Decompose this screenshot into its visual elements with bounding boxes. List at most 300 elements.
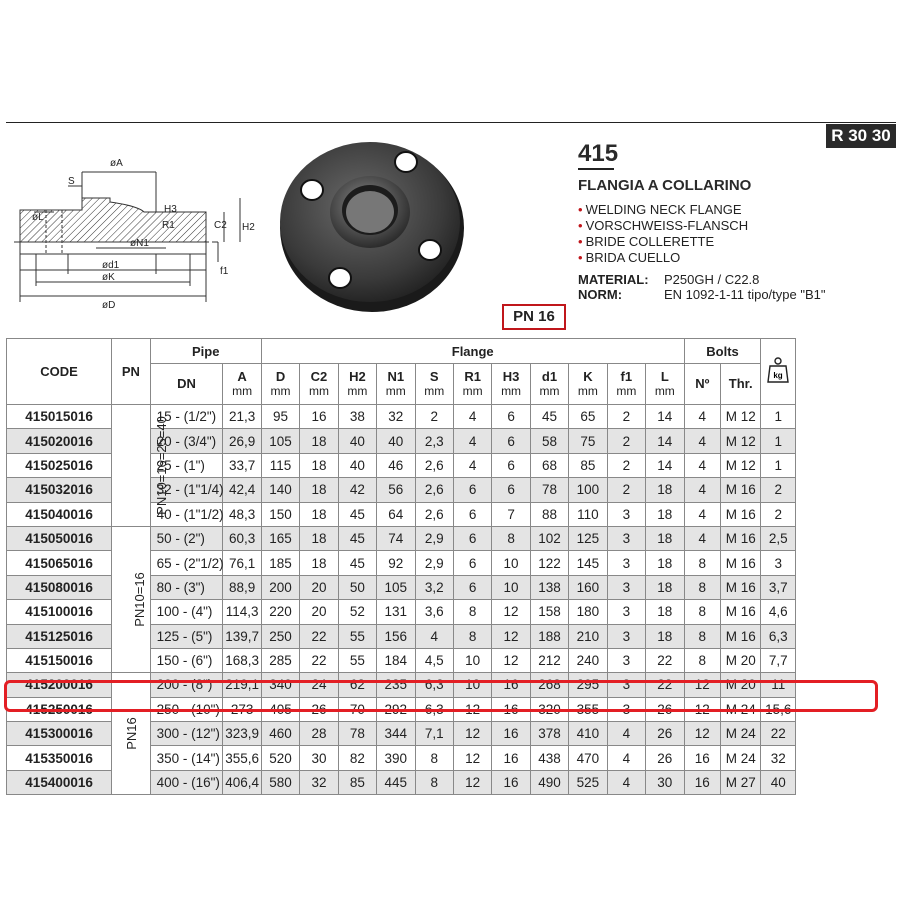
value-cell: 4 [607, 770, 645, 794]
value-cell: 14 [646, 453, 685, 477]
value-cell: 50 [338, 575, 376, 599]
norm-label: NORM: [578, 287, 623, 302]
value-cell: 4 [415, 624, 453, 648]
value-cell: 12 [684, 673, 720, 697]
value-cell: 18 [646, 575, 685, 599]
column-header [684, 364, 720, 405]
value-cell: 250 [261, 624, 299, 648]
value-cell: 18 [646, 600, 685, 624]
value-cell: 3 [607, 551, 645, 575]
column-label: H2 [349, 369, 366, 384]
value-cell: 58 [530, 429, 568, 453]
value-cell: 12 [453, 770, 491, 794]
value-cell: 22 [646, 648, 685, 672]
product-code-cell: 415250016 [7, 697, 112, 721]
value-cell: 6 [453, 526, 491, 550]
product-code-cell: 415025016 [7, 453, 112, 477]
value-cell: 240 [569, 648, 607, 672]
diagram-label-f1: f1 [220, 266, 229, 277]
column-label: N1 [387, 369, 405, 384]
value-cell: 26 [646, 746, 685, 770]
value-cell: 22 [646, 673, 685, 697]
value-cell: 78 [530, 478, 568, 502]
value-cell: 4 [453, 453, 491, 477]
dn-cell: 15 - (1/2") [150, 405, 223, 429]
value-cell: 2 [607, 405, 645, 429]
flange-cross-section-diagram [6, 150, 270, 320]
value-cell: 355 [569, 697, 607, 721]
value-cell: 18 [300, 526, 338, 550]
value-cell: 32 [377, 405, 415, 429]
value-cell: 3 [607, 526, 645, 550]
pn-group-cell [112, 405, 170, 527]
value-cell: 3 [607, 502, 645, 526]
value-cell: 8 [415, 746, 453, 770]
value-cell: 8 [684, 575, 720, 599]
column-header [453, 364, 491, 405]
value-cell: 4,6 [761, 600, 796, 624]
value-cell: 2,5 [761, 526, 796, 550]
value-cell: 145 [569, 551, 607, 575]
product-code-cell: 415050016 [7, 526, 112, 550]
value-cell: 2 [761, 502, 796, 526]
value-cell: 580 [261, 770, 299, 794]
value-cell: 45 [338, 502, 376, 526]
value-cell: 12 [684, 697, 720, 721]
column-header [150, 364, 223, 405]
value-cell: 1 [761, 405, 796, 429]
value-cell: 18 [646, 526, 685, 550]
value-cell: 6 [453, 551, 491, 575]
value-cell: 520 [261, 746, 299, 770]
value-cell: 8 [415, 770, 453, 794]
column-unit: mm [501, 384, 522, 398]
value-cell: 100 [569, 478, 607, 502]
value-cell: 131 [377, 600, 415, 624]
pn-group-cell [112, 673, 150, 795]
product-code-cell: 415032016 [7, 478, 112, 502]
column-label: Nº [695, 376, 710, 391]
column-header [646, 364, 685, 405]
value-cell: 22 [300, 624, 338, 648]
value-cell: 355,6 [223, 746, 261, 770]
value-cell: 45 [338, 551, 376, 575]
value-cell: 268 [530, 673, 568, 697]
value-cell: 18 [646, 478, 685, 502]
dn-cell: 80 - (3") [150, 575, 223, 599]
value-cell: 56 [377, 478, 415, 502]
value-cell: 68 [530, 453, 568, 477]
value-cell: 30 [646, 770, 685, 794]
column-label: L [660, 369, 669, 384]
value-cell: 105 [261, 429, 299, 453]
column-unit: mm [347, 384, 368, 398]
value-cell: 12 [453, 746, 491, 770]
column-header [492, 364, 530, 405]
value-cell: 74 [377, 526, 415, 550]
value-cell: 140 [261, 478, 299, 502]
value-cell: 12 [684, 722, 720, 746]
value-cell: 110 [569, 502, 607, 526]
value-cell: 3 [761, 551, 796, 575]
header-pipe: Pipe [150, 339, 261, 364]
value-cell: 55 [338, 648, 376, 672]
dn-cell: 350 - (14") [150, 746, 223, 770]
value-cell: 40 [761, 770, 796, 794]
product-code-cell: 415100016 [7, 600, 112, 624]
value-cell: 6 [453, 478, 491, 502]
value-cell: 18 [646, 502, 685, 526]
column-header [530, 364, 568, 405]
dn-cell: 32 - (1"1/4) [150, 478, 223, 502]
value-cell: 139,7 [223, 624, 261, 648]
product-number: 415 [578, 140, 619, 167]
diagram-label-d1: ød1 [102, 260, 120, 271]
value-cell: 6,3 [415, 673, 453, 697]
value-cell: 8 [453, 624, 491, 648]
value-cell: 160 [569, 575, 607, 599]
column-unit: mm [577, 384, 598, 398]
value-cell: 406,4 [223, 770, 261, 794]
value-cell: 16 [492, 770, 530, 794]
value-cell: 102 [530, 526, 568, 550]
column-label: K [583, 369, 593, 384]
value-cell: 292 [377, 697, 415, 721]
value-cell: 219,1 [223, 673, 261, 697]
product-code-cell: 415400016 [7, 770, 112, 794]
dn-cell: 40 - (1"1/2) [150, 502, 223, 526]
value-cell: 24 [300, 673, 338, 697]
column-label: DN [177, 376, 196, 391]
value-cell: 26 [646, 697, 685, 721]
value-cell: 52 [338, 600, 376, 624]
value-cell: 18 [300, 478, 338, 502]
norm-value: EN 1092-1-11 tipo/type "B1" [664, 287, 826, 302]
product-code-cell: 415200016 [7, 673, 112, 697]
dn-cell: 65 - (2"1/2) [150, 551, 223, 575]
value-cell: 4 [684, 526, 720, 550]
value-cell: 390 [377, 746, 415, 770]
column-label: C2 [310, 369, 328, 384]
column-header [607, 364, 645, 405]
value-cell: 3,2 [415, 575, 453, 599]
diagram-label-k: øK [102, 272, 115, 283]
value-cell: 3,7 [761, 575, 796, 599]
value-cell: 6 [492, 478, 530, 502]
column-header [300, 364, 338, 405]
pn-group-cell [112, 526, 150, 672]
value-cell: 8 [492, 526, 530, 550]
value-cell: 4 [684, 502, 720, 526]
value-cell: 200 [261, 575, 299, 599]
column-unit: mm [308, 384, 329, 398]
weight-icon-text: kg [773, 371, 783, 380]
value-cell: 2 [607, 453, 645, 477]
value-cell: 470 [569, 746, 607, 770]
column-header [338, 364, 376, 405]
value-cell: 150 [261, 502, 299, 526]
table-row [7, 405, 796, 429]
value-cell: 65 [569, 405, 607, 429]
value-cell: 210 [569, 624, 607, 648]
header-bolts: Bolts [684, 339, 761, 364]
value-cell: 12 [453, 722, 491, 746]
value-cell: 2,6 [415, 453, 453, 477]
value-cell: 405 [261, 697, 299, 721]
column-unit: mm [270, 384, 291, 398]
value-cell: 2,3 [415, 429, 453, 453]
diagram-label-d: øD [102, 300, 116, 311]
value-cell: 76,1 [223, 551, 261, 575]
value-cell: 21,3 [223, 405, 261, 429]
value-cell: 410 [569, 722, 607, 746]
value-cell: 32 [300, 770, 338, 794]
column-header [720, 364, 760, 405]
value-cell: 16 [492, 722, 530, 746]
value-cell: 8 [684, 600, 720, 624]
diagram-label-c2: C2 [214, 220, 227, 231]
value-cell: 14 [646, 405, 685, 429]
value-cell: 490 [530, 770, 568, 794]
value-cell: 158 [530, 600, 568, 624]
column-label: S [429, 369, 439, 384]
value-cell: 2 [607, 478, 645, 502]
value-cell: 6,3 [415, 697, 453, 721]
value-cell: 6 [453, 502, 491, 526]
product-code-cell: 415150016 [7, 648, 112, 672]
value-cell: 45 [530, 405, 568, 429]
value-cell: 180 [569, 600, 607, 624]
product-code-cell: 415040016 [7, 502, 112, 526]
value-cell: M 24 [720, 722, 760, 746]
value-cell: 168,3 [223, 648, 261, 672]
catalog-code-badge: R 30 30 [826, 124, 896, 148]
value-cell: 2 [607, 429, 645, 453]
value-cell: 16 [492, 673, 530, 697]
material-label: MATERIAL: [578, 272, 649, 287]
value-cell: 8 [684, 648, 720, 672]
product-code-cell: 415125016 [7, 624, 112, 648]
column-unit: mm [654, 384, 675, 398]
value-cell: 460 [261, 722, 299, 746]
value-cell: 184 [377, 648, 415, 672]
value-cell: 14 [646, 429, 685, 453]
value-cell: 12 [492, 624, 530, 648]
value-cell: 46 [377, 453, 415, 477]
value-cell: 2,6 [415, 478, 453, 502]
dn-cell: 20 - (3/4") [150, 429, 223, 453]
column-header [223, 364, 261, 405]
value-cell: 10 [453, 673, 491, 697]
column-header [415, 364, 453, 405]
product-specs [578, 272, 825, 302]
value-cell: 165 [261, 526, 299, 550]
column-label: H3 [502, 369, 520, 384]
value-cell: 16 [684, 746, 720, 770]
value-cell: 115 [261, 453, 299, 477]
dn-cell: 250 - (10") [150, 697, 223, 721]
column-header [261, 364, 299, 405]
value-cell: 55 [338, 624, 376, 648]
column-header [377, 364, 415, 405]
value-cell: M 24 [720, 697, 760, 721]
value-cell: 12 [492, 648, 530, 672]
value-cell: 125 [569, 526, 607, 550]
value-cell: 11 [761, 673, 796, 697]
value-cell: 7,7 [761, 648, 796, 672]
value-cell: 26,9 [223, 429, 261, 453]
pn-group-label: PN16 [123, 717, 139, 751]
value-cell: 75 [569, 429, 607, 453]
value-cell: M 24 [720, 746, 760, 770]
value-cell: M 12 [720, 429, 760, 453]
value-cell: 4 [684, 453, 720, 477]
value-cell: 3 [607, 697, 645, 721]
product-code-cell: 415080016 [7, 575, 112, 599]
value-cell: 16 [300, 405, 338, 429]
product-code-cell: 415015016 [7, 405, 112, 429]
dn-cell: 150 - (6") [150, 648, 223, 672]
value-cell: 78 [338, 722, 376, 746]
value-cell: M 16 [720, 600, 760, 624]
product-code-cell: 415065016 [7, 551, 112, 575]
header-pn: PN [112, 339, 150, 405]
value-cell: 235 [377, 673, 415, 697]
dn-cell: 100 - (4") [150, 600, 223, 624]
value-cell: 70 [338, 697, 376, 721]
value-cell: 6,3 [761, 624, 796, 648]
value-cell: 2,6 [415, 502, 453, 526]
diagram-label-s: S [68, 176, 75, 187]
value-cell: M 16 [720, 624, 760, 648]
value-cell: 12 [453, 697, 491, 721]
value-cell: 18 [646, 551, 685, 575]
value-cell: 60,3 [223, 526, 261, 550]
value-cell: 156 [377, 624, 415, 648]
value-cell: 20 [300, 600, 338, 624]
value-cell: 7 [492, 502, 530, 526]
value-cell: 10 [492, 575, 530, 599]
value-cell: 26 [646, 722, 685, 746]
value-cell: 2,9 [415, 526, 453, 550]
value-cell: 4 [607, 746, 645, 770]
value-cell: 88,9 [223, 575, 261, 599]
value-cell: 105 [377, 575, 415, 599]
table-row [7, 673, 796, 697]
dn-cell: 200 - (8") [150, 673, 223, 697]
dn-cell: 300 - (12") [150, 722, 223, 746]
value-cell: 15,6 [761, 697, 796, 721]
value-cell: 212 [530, 648, 568, 672]
value-cell: 3 [607, 600, 645, 624]
value-cell: 3 [607, 575, 645, 599]
value-cell: 22 [761, 722, 796, 746]
value-cell: 18 [300, 453, 338, 477]
value-cell: 40 [338, 429, 376, 453]
value-cell: M 16 [720, 526, 760, 550]
header-code: CODE [7, 339, 112, 405]
diagram-label-a: øA [110, 158, 123, 169]
value-cell: 4 [453, 405, 491, 429]
value-cell: 18 [300, 502, 338, 526]
value-cell: 82 [338, 746, 376, 770]
value-cell: 64 [377, 502, 415, 526]
diagram-label-l: øL [32, 212, 44, 223]
header-rule [6, 122, 896, 123]
dn-cell: 50 - (2") [150, 526, 223, 550]
value-cell: 8 [684, 624, 720, 648]
value-cell: 7,1 [415, 722, 453, 746]
product-title: FLANGIA A COLLARINO [578, 177, 752, 194]
value-cell: 323,9 [223, 722, 261, 746]
value-cell: 6 [492, 405, 530, 429]
name-es: • BRIDA CUELLO [578, 250, 748, 266]
value-cell: 438 [530, 746, 568, 770]
value-cell: 6 [492, 453, 530, 477]
value-cell: 33,7 [223, 453, 261, 477]
value-cell: 62 [338, 673, 376, 697]
diagram-label-n1: øN1 [130, 238, 149, 249]
value-cell: 3,6 [415, 600, 453, 624]
column-label: A [237, 369, 247, 384]
column-header [569, 364, 607, 405]
value-cell: 285 [261, 648, 299, 672]
value-cell: M 12 [720, 405, 760, 429]
value-cell: 114,3 [223, 600, 261, 624]
value-cell: M 16 [720, 575, 760, 599]
value-cell: 2 [415, 405, 453, 429]
column-label: Thr. [728, 376, 753, 391]
value-cell: 10 [492, 551, 530, 575]
column-unit: mm [424, 384, 445, 398]
value-cell: M 20 [720, 673, 760, 697]
weight-kg-icon [767, 357, 789, 383]
name-en: • WELDING NECK FLANGE [578, 202, 748, 218]
column-label: d1 [541, 369, 558, 384]
dn-cell: 125 - (5") [150, 624, 223, 648]
value-cell: 92 [377, 551, 415, 575]
value-cell: 1 [761, 453, 796, 477]
header-flange: Flange [261, 339, 684, 364]
value-cell: 138 [530, 575, 568, 599]
value-cell: 273 [223, 697, 261, 721]
value-cell: 295 [569, 673, 607, 697]
value-cell: 18 [646, 624, 685, 648]
value-cell: 340 [261, 673, 299, 697]
value-cell: 95 [261, 405, 299, 429]
value-cell: 188 [530, 624, 568, 648]
value-cell: 42,4 [223, 478, 261, 502]
value-cell: 18 [300, 429, 338, 453]
diagram-label-h3: H3 [164, 204, 177, 215]
column-label: f1 [620, 369, 633, 384]
value-cell: 22 [300, 648, 338, 672]
value-cell: M 16 [720, 551, 760, 575]
value-cell: 4 [684, 429, 720, 453]
value-cell: 6 [492, 429, 530, 453]
name-de: • VORSCHWEISS-FLANSCH [578, 218, 748, 234]
value-cell: M 20 [720, 648, 760, 672]
value-cell: 525 [569, 770, 607, 794]
column-unit: mm [385, 384, 406, 398]
pressure-rating-badge: PN 16 [502, 304, 566, 330]
value-cell: 12 [492, 600, 530, 624]
table-row [7, 526, 796, 550]
pn-group-label: PN10=16 [131, 572, 147, 627]
value-cell: 4 [684, 478, 720, 502]
material-value: P250GH / C22.8 [664, 272, 760, 287]
pn-group-label: PN10=16=25=40 [154, 416, 170, 515]
